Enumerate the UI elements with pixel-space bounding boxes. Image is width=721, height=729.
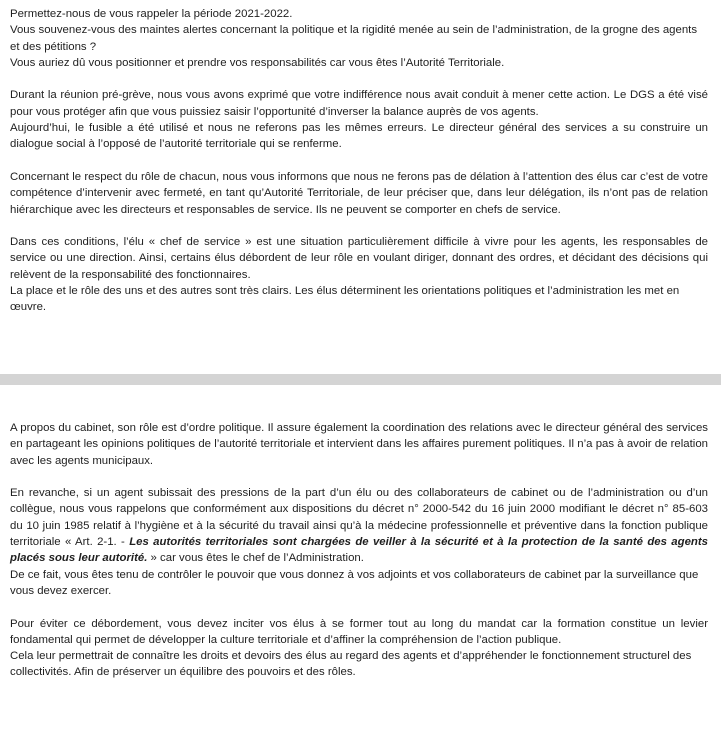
spacer [10, 153, 708, 169]
spacer [10, 218, 708, 234]
paragraph-pre-strike-meeting: Durant la réunion pré-grève, nous vous avons exprimé que votre indifférence nous avait conduit à mener cette action. Le DGS a été visé pour vous protéger afin que vous puissiez saisir l’opportunité d’inverser la balance auprès de vos agents. [10, 89, 708, 118]
spacer [10, 599, 708, 615]
paragraph-fuse-used: Aujourd’hui, le fusible a été utilisé et nous ne referons pas les mêmes erreurs. Le directeur général des services a su construire un dialogue social à l’opposé de l’autorité territoriale qui se renferme. [10, 122, 708, 151]
paragraph-roles-clear: La place et le rôle des uns et des autres sont très clairs. Les élus déterminent les orientations politiques et l’administration les met en œuvre. [10, 285, 680, 314]
paragraph-control-power: De ce fait, vous êtes tenu de contrôler le pouvoir que vous donnez à vos adjoints et vos collaborateurs de cabinet par la surveillance que vous devez exercer. [10, 568, 699, 597]
paragraph-decree-reminder [10, 485, 708, 566]
page-1-text [10, 6, 708, 316]
decree-intro-text: En revanche, si un agent subissait des pressions de la part d’un élu ou des collaborateurs de cabinet ou de l’administration ou d’un collègue, nous vous rappelons que conformément aux dispositions du décret n° 2000-542 du 16 juin 2000 modifiant le décret n° 85-603 du 10 juin 1985 relatif à l’hygiène et à la sécurité du travail ainsi qu’à la médecine professionnelle et préventive dans la fonction publique territoriale « Art. 2-1. - [10, 487, 708, 549]
document-page-2 [0, 385, 721, 729]
paragraph-respect-roles: Concernant le respect du rôle de chacun, nous vous informons que nous ne ferons pas de délation à l’attention des élus car c’est de votre compétence d’intervenir avec fermeté, en tant qu’Autorité Territoriale, de leur préciser que, dans leur délégation, ils n’ont pas de relation hiérarchique avec les directeurs et responsables de service. Ils ne peuvent se comporter en chefs de service. [10, 170, 708, 216]
spacer [10, 71, 708, 87]
spacer [10, 469, 708, 485]
page-2-text [10, 420, 708, 681]
paragraph-rights-duties: Cela leur permettrait de connaître les droits et devoirs des élus au regard des agents et d’appréhender le fonctionnement structurel des collectivités. Afin de préserver un équilibre des pouvoirs et des rôles. [10, 650, 692, 679]
paragraph-alerts-question: Vous souvenez-vous des maintes alertes concernant la politique et la rigidité menée au sein de l’administration, de la grogne des agents et des pétitions ? [10, 24, 698, 53]
paragraph-elected-chief: Dans ces conditions, l’élu « chef de service » est une situation particulièrement difficile à vivre pour les agents, les responsables de service ou une direction. Ainsi, certains élus débordent de leur rôle en voulant diriger, donnant des ordres, et décidant des décisions qui relèvent de la responsabilité des fonctionnaires. [10, 236, 708, 281]
paragraph-cabinet-role: A propos du cabinet, son rôle est d’ordre politique. Il assure également la coordination des relations avec le directeur général des services en partageant les opinions politiques de l’autorité territoriale et intervient dans les affaires purement politiques. Il n’a pas à avoir de relation avec les agents municipaux. [10, 422, 708, 467]
decree-emphasis-text: Les autorités territoriales sont chargées de veiller à la sécurité et à la protection de la santé des agents placés sous leur autorité. [10, 536, 708, 565]
decree-outro-text: » car vous êtes le chef de l’Administration. [150, 552, 364, 565]
paragraph-responsibilities: Vous auriez dû vous positionner et prendre vos responsabilités car vous êtes l’Autorité Territoriale. [10, 56, 505, 69]
paragraph-training: Pour éviter ce débordement, vous devez inciter vos élus à se former tout au long du mandat car la formation constitue un levier fondamental qui permet de développer la culture territoriale et d’affiner la compréhension de l’action publique. [10, 617, 708, 646]
paragraph-period-reminder: Permettez-nous de vous rappeler la période 2021-2022. [10, 8, 293, 20]
page-separator [0, 374, 721, 385]
